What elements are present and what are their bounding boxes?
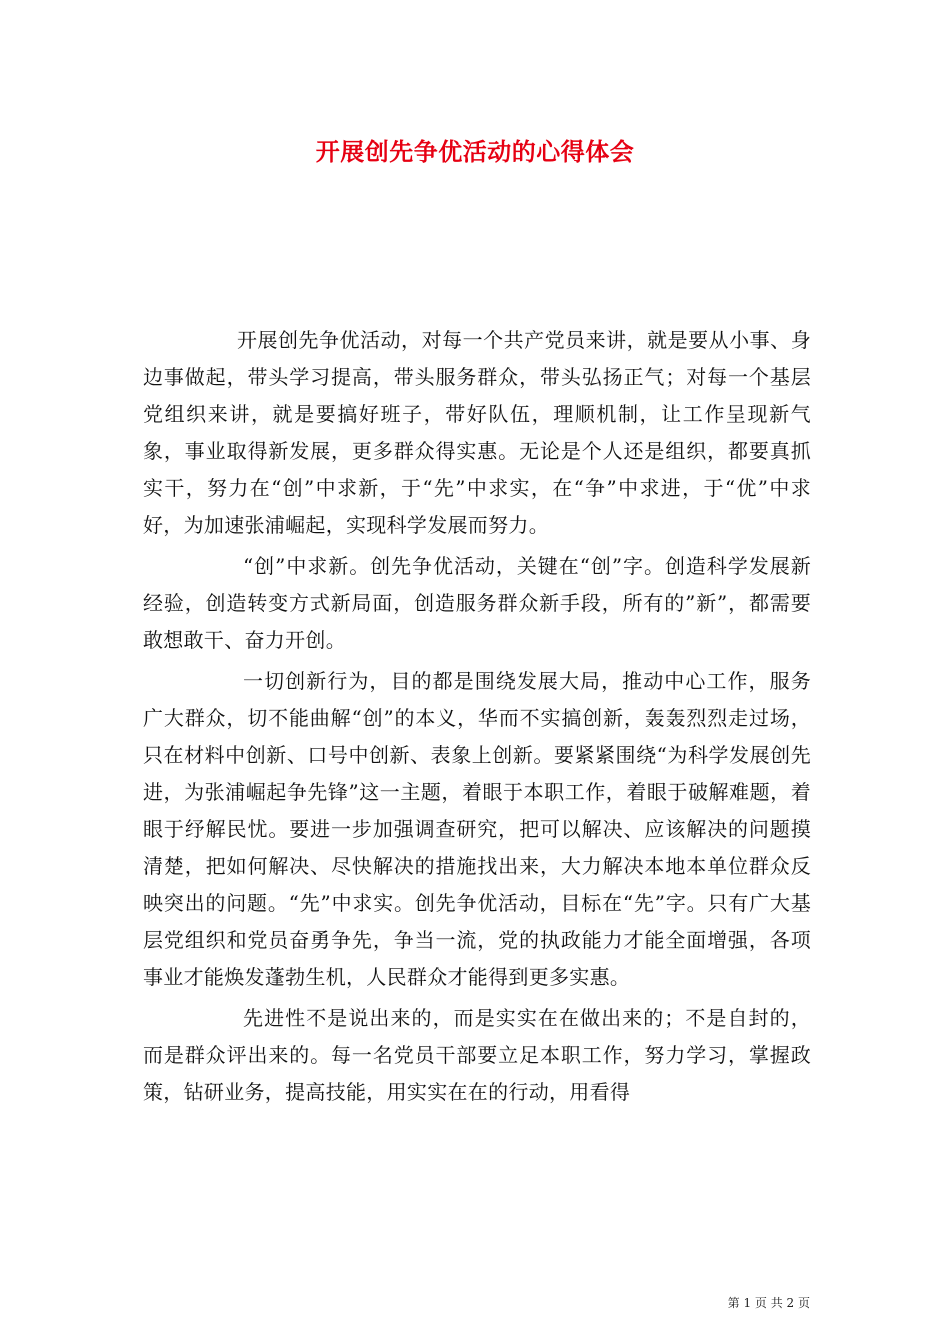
paragraph: 一切创新行为，目的都是围绕发展大局，推动中心工作，服务广大群众，切不能曲解“创”的本义，华而不实搞创新，轰轰烈烈走过场，只在材料中创新、口号中创新、表象上创新。要紧紧围绕“为科学发展创先进，为张浦崛起争先锋”这一主题，着眼于本职工作，着眼于破解难题，着眼于纾解民忧。要进一步加强调查研究，把可以解决、应该解决的问题摸清楚，把如何解决、尽快解决的措施找出来，大力解决本地本单位群众反映突出的问题。“先”中求实。创先争优活动，目标在“先”字。只有广大基层党组织和党员奋勇争先，争当一流，党的执政能力才能全面增强，各项事业才能焕发蓬勃生机，人民群众才能得到更多实惠。 xyxy=(143,669,811,989)
paragraph: 先进性不是说出来的，而是实实在在做出来的；不是自封的，而是群众评出来的。每一名党员干部要立足本职工作，努力学习，掌握政策，钻研业务，提高技能，用实实在在的行动，用看得 xyxy=(143,1006,811,1104)
paragraph: “创”中求新。创先争优活动，关键在“创”字。创造科学发展新经验，创造转变方式新局面，创造服务群众新手段，所有的”新”，都需要敢想敢干、奋力开创。 xyxy=(143,554,811,652)
document-body xyxy=(143,322,811,1111)
document-title: 开展创先争优活动的心得体会 xyxy=(315,137,635,166)
page-number: 第 1 页 共 2 页 xyxy=(727,1296,810,1310)
paragraph: 开展创先争优活动，对每一个共产党员来讲，就是要从小事、身边事做起，带头学习提高，带头服务群众，带头弘扬正气；对每一个基层党组织来讲，就是要搞好班子，带好队伍，理顺机制，让工作呈现新气象，事业取得新发展，更多群众得实惠。无论是个人还是组织，都要真抓实干，努力在“创”中求新，于“先”中求实，在“争”中求进，于“优”中求好，为加速张浦崛起，实现科学发展而努力。 xyxy=(143,328,811,537)
